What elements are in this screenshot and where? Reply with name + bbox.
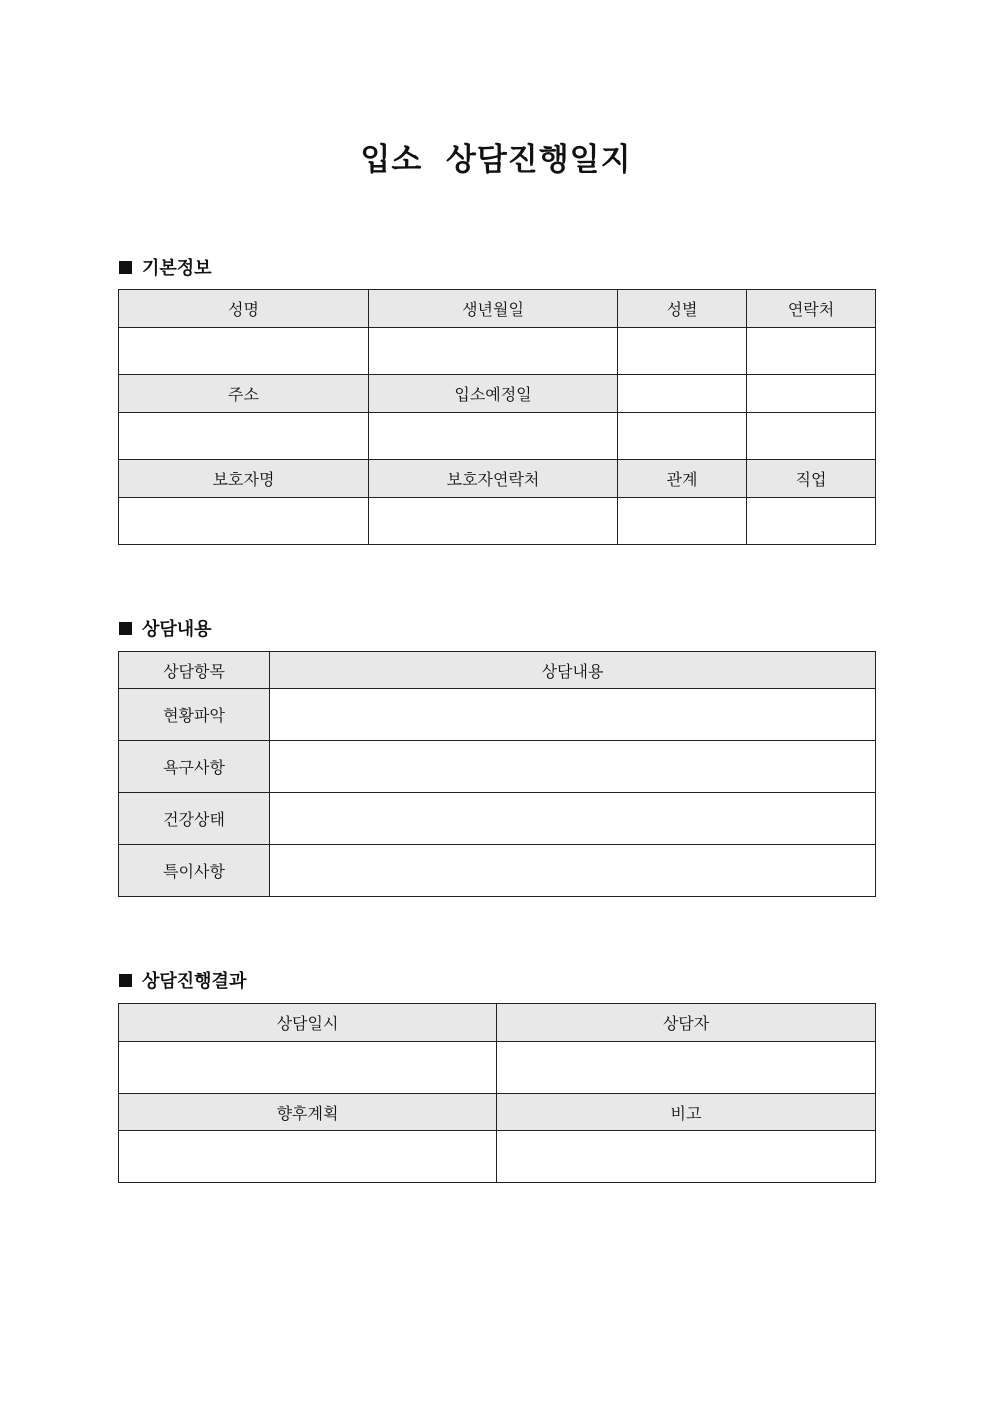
header-cell-remarks: 비고 (497, 1094, 876, 1131)
input-cell-gender[interactable] (618, 328, 747, 375)
header-cell-guardian-name: 보호자명 (119, 460, 369, 498)
table-row (119, 1131, 876, 1183)
table-row (119, 460, 876, 498)
blank-cell[interactable] (618, 375, 747, 413)
input-cell-address[interactable] (119, 413, 369, 460)
input-cell-future-plan[interactable] (119, 1131, 497, 1183)
header-cell-birthdate: 생년월일 (369, 290, 618, 328)
header-cell-consult-content: 상담내용 (270, 652, 876, 689)
blank-cell[interactable] (618, 413, 747, 460)
input-cell-special-notes[interactable] (270, 845, 876, 897)
input-cell-birthdate[interactable] (369, 328, 618, 375)
input-cell-needs[interactable] (270, 741, 876, 793)
consult-result-table (118, 1003, 876, 1183)
table-row (119, 689, 876, 741)
input-cell-counselor[interactable] (497, 1042, 876, 1094)
input-cell-occupation[interactable] (747, 498, 876, 545)
basic-info-table (118, 289, 876, 545)
table-row (119, 290, 876, 328)
header-cell-relation: 관계 (618, 460, 747, 498)
table-row (119, 413, 876, 460)
header-cell-counselor: 상담자 (497, 1004, 876, 1042)
section-heading-label: 상담내용 (142, 619, 212, 640)
square-bullet-icon (119, 974, 132, 987)
header-cell-address: 주소 (119, 375, 369, 413)
section-heading-basic-info (119, 254, 212, 280)
header-cell-gender: 성별 (618, 290, 747, 328)
table-row (119, 375, 876, 413)
header-cell-future-plan: 향후계획 (119, 1094, 497, 1131)
section-heading-label: 상담진행결과 (142, 971, 247, 992)
header-cell-contact: 연락처 (747, 290, 876, 328)
table-row (119, 793, 876, 845)
input-cell-name[interactable] (119, 328, 369, 375)
row-label-special-notes: 특이사항 (119, 845, 270, 897)
input-cell-health[interactable] (270, 793, 876, 845)
blank-cell[interactable] (747, 375, 876, 413)
square-bullet-icon (119, 261, 132, 274)
row-label-health: 건강상태 (119, 793, 270, 845)
input-cell-consult-datetime[interactable] (119, 1042, 497, 1094)
input-cell-contact[interactable] (747, 328, 876, 375)
header-cell-guardian-contact: 보호자연락처 (369, 460, 618, 498)
input-cell-guardian-name[interactable] (119, 498, 369, 545)
header-cell-consult-item: 상담항목 (119, 652, 270, 689)
consult-content-table (118, 651, 876, 897)
row-label-status: 현황파악 (119, 689, 270, 741)
row-label-needs: 욕구사항 (119, 741, 270, 793)
input-cell-relation[interactable] (618, 498, 747, 545)
header-cell-consult-datetime: 상담일시 (119, 1004, 497, 1042)
section-heading-label: 기본정보 (142, 258, 212, 279)
section-heading-consult-result (119, 967, 246, 993)
table-row (119, 498, 876, 545)
table-row (119, 1004, 876, 1042)
table-row (119, 652, 876, 689)
table-row (119, 1042, 876, 1094)
blank-cell[interactable] (747, 413, 876, 460)
table-row (119, 328, 876, 375)
input-cell-status[interactable] (270, 689, 876, 741)
input-cell-admission-date[interactable] (369, 413, 618, 460)
input-cell-guardian-contact[interactable] (369, 498, 618, 545)
section-heading-consult-content (119, 615, 212, 641)
header-cell-name: 성명 (119, 290, 369, 328)
input-cell-remarks[interactable] (497, 1131, 876, 1183)
table-row (119, 741, 876, 793)
header-cell-admission-date: 입소예정일 (369, 375, 618, 413)
document-title: 입소 상담진행일지 (360, 142, 632, 178)
header-cell-occupation: 직업 (747, 460, 876, 498)
table-row (119, 845, 876, 897)
table-row (119, 1094, 876, 1131)
square-bullet-icon (119, 622, 132, 635)
